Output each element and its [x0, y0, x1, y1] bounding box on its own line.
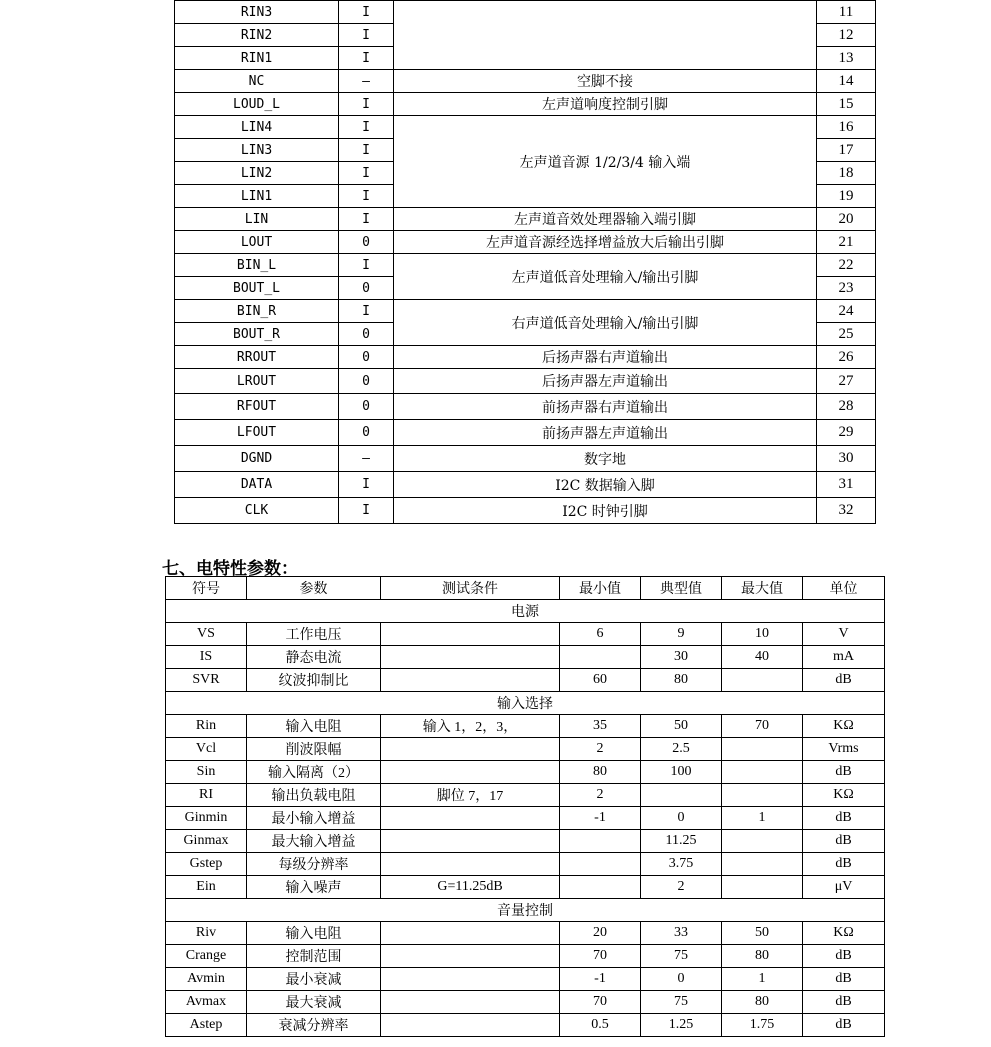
- parameter-cell: 输出负载电阻: [247, 784, 381, 807]
- symbol-cell: RI: [166, 784, 247, 807]
- symbol-cell: Astep: [166, 1014, 247, 1037]
- min-cell: [560, 876, 641, 899]
- pin-number: 29: [817, 420, 876, 446]
- pin-io: –: [339, 70, 394, 93]
- electrical-table-body: [166, 577, 885, 1037]
- typ-cell: 80: [641, 669, 722, 692]
- parameter-cell: 输入隔离（2）: [247, 761, 381, 784]
- table-row: [166, 784, 885, 807]
- condition-cell: [381, 761, 560, 784]
- condition-cell: [381, 830, 560, 853]
- pin-io: I: [339, 472, 394, 498]
- typ-cell: 33: [641, 922, 722, 945]
- typ-cell: 2: [641, 876, 722, 899]
- typ-cell: 100: [641, 761, 722, 784]
- pin-description: 数字地: [394, 446, 817, 472]
- pin-description: I2C 数据输入脚: [394, 472, 817, 498]
- max-cell: [722, 738, 803, 761]
- min-cell: 35: [560, 715, 641, 738]
- min-cell: 20: [560, 922, 641, 945]
- min-cell: [560, 830, 641, 853]
- condition-cell: [381, 945, 560, 968]
- parameter-cell: 衰减分辨率: [247, 1014, 381, 1037]
- table-row: [175, 1, 876, 24]
- max-cell: 50: [722, 922, 803, 945]
- symbol-cell: Rin: [166, 715, 247, 738]
- pin-name: LIN4: [175, 116, 339, 139]
- pin-name: LOUD_L: [175, 93, 339, 116]
- pin-number: 20: [817, 208, 876, 231]
- pin-name: BOUT_L: [175, 277, 339, 300]
- max-cell: 1: [722, 968, 803, 991]
- min-cell: -1: [560, 807, 641, 830]
- symbol-cell: Avmin: [166, 968, 247, 991]
- typ-cell: [641, 784, 722, 807]
- pin-io: 0: [339, 231, 394, 254]
- pin-name: LIN: [175, 208, 339, 231]
- min-cell: 60: [560, 669, 641, 692]
- pin-number: 32: [817, 498, 876, 524]
- pin-number: 22: [817, 254, 876, 277]
- column-header: 最大值: [722, 577, 803, 600]
- condition-cell: 输入 1，2，3，: [381, 715, 560, 738]
- pin-number: 23: [817, 277, 876, 300]
- table-row: [175, 472, 876, 498]
- condition-cell: G=11.25dB: [381, 876, 560, 899]
- symbol-cell: Ginmax: [166, 830, 247, 853]
- group-title-row: [166, 600, 885, 623]
- unit-cell: μV: [803, 876, 885, 899]
- group-title-row: [166, 899, 885, 922]
- max-cell: [722, 830, 803, 853]
- unit-cell: V: [803, 623, 885, 646]
- pin-name: DATA: [175, 472, 339, 498]
- typ-cell: 0: [641, 968, 722, 991]
- max-cell: [722, 853, 803, 876]
- typ-cell: 9: [641, 623, 722, 646]
- group-title: 音量控制: [166, 899, 885, 922]
- unit-cell: dB: [803, 968, 885, 991]
- pin-name: BIN_L: [175, 254, 339, 277]
- min-cell: -1: [560, 968, 641, 991]
- symbol-cell: VS: [166, 623, 247, 646]
- parameter-cell: 静态电流: [247, 646, 381, 669]
- unit-cell: KΩ: [803, 784, 885, 807]
- electrical-characteristics-table: [165, 576, 885, 1037]
- pin-io: 0: [339, 369, 394, 394]
- table-row: [175, 498, 876, 524]
- min-cell: [560, 646, 641, 669]
- pin-name: NC: [175, 70, 339, 93]
- typ-cell: 11.25: [641, 830, 722, 853]
- max-cell: [722, 784, 803, 807]
- condition-cell: [381, 922, 560, 945]
- column-header: 单位: [803, 577, 885, 600]
- pin-io: I: [339, 116, 394, 139]
- max-cell: 1.75: [722, 1014, 803, 1037]
- unit-cell: Vrms: [803, 738, 885, 761]
- parameter-cell: 每级分辨率: [247, 853, 381, 876]
- pin-number: 18: [817, 162, 876, 185]
- table-row: [175, 394, 876, 420]
- column-header: 典型值: [641, 577, 722, 600]
- table-row: [166, 738, 885, 761]
- table-row: [166, 1014, 885, 1037]
- column-header: 测试条件: [381, 577, 560, 600]
- condition-cell: [381, 669, 560, 692]
- typ-cell: 75: [641, 991, 722, 1014]
- column-header: 符号: [166, 577, 247, 600]
- symbol-cell: IS: [166, 646, 247, 669]
- pin-description: 前扬声器右声道输出: [394, 394, 817, 420]
- symbol-cell: Sin: [166, 761, 247, 784]
- min-cell: 6: [560, 623, 641, 646]
- table-row: [175, 70, 876, 93]
- table-row: [175, 93, 876, 116]
- parameter-cell: 最大衰减: [247, 991, 381, 1014]
- table-header-row: [166, 577, 885, 600]
- pin-name: LOUT: [175, 231, 339, 254]
- group-title-row: [166, 692, 885, 715]
- unit-cell: dB: [803, 669, 885, 692]
- parameter-cell: 控制范围: [247, 945, 381, 968]
- unit-cell: mA: [803, 646, 885, 669]
- pin-name: RROUT: [175, 346, 339, 369]
- pin-io: –: [339, 446, 394, 472]
- parameter-cell: 最小输入增益: [247, 807, 381, 830]
- table-row: [175, 369, 876, 394]
- table-row: [166, 922, 885, 945]
- pin-name: LIN3: [175, 139, 339, 162]
- pin-name: RIN1: [175, 47, 339, 70]
- min-cell: 70: [560, 991, 641, 1014]
- pin-name: LIN2: [175, 162, 339, 185]
- table-row: [166, 669, 885, 692]
- pin-description: 右声道低音处理输入/输出引脚: [394, 300, 817, 346]
- pin-number: 24: [817, 300, 876, 323]
- pin-io: 0: [339, 323, 394, 346]
- pin-number: 17: [817, 139, 876, 162]
- pin-number: 14: [817, 70, 876, 93]
- pin-io: I: [339, 139, 394, 162]
- pin-number: 25: [817, 323, 876, 346]
- parameter-cell: 最小衰减: [247, 968, 381, 991]
- min-cell: 70: [560, 945, 641, 968]
- pin-number: 27: [817, 369, 876, 394]
- column-header: 参数: [247, 577, 381, 600]
- pin-name: BOUT_R: [175, 323, 339, 346]
- condition-cell: [381, 646, 560, 669]
- parameter-cell: 削波限幅: [247, 738, 381, 761]
- symbol-cell: Avmax: [166, 991, 247, 1014]
- table-row: [166, 761, 885, 784]
- typ-cell: 30: [641, 646, 722, 669]
- pin-description: 后扬声器左声道输出: [394, 369, 817, 394]
- max-cell: 80: [722, 945, 803, 968]
- table-row: [166, 807, 885, 830]
- typ-cell: 3.75: [641, 853, 722, 876]
- table-row: [175, 208, 876, 231]
- parameter-cell: 输入电阻: [247, 715, 381, 738]
- pin-io: I: [339, 93, 394, 116]
- pin-name: LIN1: [175, 185, 339, 208]
- max-cell: 80: [722, 991, 803, 1014]
- table-row: [166, 991, 885, 1014]
- pin-name: CLK: [175, 498, 339, 524]
- table-row: [166, 646, 885, 669]
- unit-cell: dB: [803, 761, 885, 784]
- typ-cell: 0: [641, 807, 722, 830]
- typ-cell: 75: [641, 945, 722, 968]
- max-cell: [722, 876, 803, 899]
- pin-description: 左声道音源经选择增益放大后输出引脚: [394, 231, 817, 254]
- condition-cell: 脚位 7，17: [381, 784, 560, 807]
- table-row: [175, 254, 876, 277]
- symbol-cell: SVR: [166, 669, 247, 692]
- pin-number: 30: [817, 446, 876, 472]
- pin-io: 0: [339, 277, 394, 300]
- pin-io: I: [339, 185, 394, 208]
- typ-cell: 50: [641, 715, 722, 738]
- condition-cell: [381, 853, 560, 876]
- pin-io: 0: [339, 420, 394, 446]
- condition-cell: [381, 738, 560, 761]
- condition-cell: [381, 991, 560, 1014]
- unit-cell: dB: [803, 1014, 885, 1037]
- parameter-cell: 工作电压: [247, 623, 381, 646]
- symbol-cell: Riv: [166, 922, 247, 945]
- pin-name: RIN3: [175, 1, 339, 24]
- group-title: 电源: [166, 600, 885, 623]
- group-title: 输入选择: [166, 692, 885, 715]
- unit-cell: dB: [803, 807, 885, 830]
- max-cell: 1: [722, 807, 803, 830]
- pin-name: RFOUT: [175, 394, 339, 420]
- pin-description: 后扬声器右声道输出: [394, 346, 817, 369]
- unit-cell: dB: [803, 830, 885, 853]
- pin-table: [174, 0, 876, 524]
- table-row: [166, 853, 885, 876]
- pin-name: BIN_R: [175, 300, 339, 323]
- table-row: [166, 876, 885, 899]
- pin-name: LROUT: [175, 369, 339, 394]
- pin-description: 左声道低音处理输入/输出引脚: [394, 254, 817, 300]
- unit-cell: dB: [803, 945, 885, 968]
- parameter-cell: 输入噪声: [247, 876, 381, 899]
- pin-description: [394, 1, 817, 70]
- table-row: [166, 715, 885, 738]
- pin-name: DGND: [175, 446, 339, 472]
- condition-cell: [381, 968, 560, 991]
- min-cell: [560, 853, 641, 876]
- table-row: [166, 968, 885, 991]
- pin-io: I: [339, 1, 394, 24]
- pin-number: 16: [817, 116, 876, 139]
- pin-number: 31: [817, 472, 876, 498]
- table-row: [175, 300, 876, 323]
- max-cell: [722, 761, 803, 784]
- max-cell: 10: [722, 623, 803, 646]
- pin-number: 21: [817, 231, 876, 254]
- table-row: [166, 623, 885, 646]
- unit-cell: dB: [803, 853, 885, 876]
- typ-cell: 1.25: [641, 1014, 722, 1037]
- min-cell: 80: [560, 761, 641, 784]
- pin-io: I: [339, 208, 394, 231]
- max-cell: 70: [722, 715, 803, 738]
- pin-io: I: [339, 24, 394, 47]
- max-cell: 40: [722, 646, 803, 669]
- column-header: 最小值: [560, 577, 641, 600]
- pin-name: RIN2: [175, 24, 339, 47]
- table-row: [175, 346, 876, 369]
- pin-name: LFOUT: [175, 420, 339, 446]
- table-row: [175, 116, 876, 139]
- pin-description: 空脚不接: [394, 70, 817, 93]
- parameter-cell: 最大输入增益: [247, 830, 381, 853]
- unit-cell: dB: [803, 991, 885, 1014]
- symbol-cell: Ein: [166, 876, 247, 899]
- typ-cell: 2.5: [641, 738, 722, 761]
- table-row: [166, 945, 885, 968]
- parameter-cell: 纹波抑制比: [247, 669, 381, 692]
- unit-cell: KΩ: [803, 922, 885, 945]
- condition-cell: [381, 1014, 560, 1037]
- min-cell: 2: [560, 784, 641, 807]
- table-row: [166, 830, 885, 853]
- condition-cell: [381, 807, 560, 830]
- pin-io: I: [339, 300, 394, 323]
- min-cell: 2: [560, 738, 641, 761]
- symbol-cell: Gstep: [166, 853, 247, 876]
- table-row: [175, 231, 876, 254]
- pin-io: I: [339, 254, 394, 277]
- symbol-cell: Vcl: [166, 738, 247, 761]
- symbol-cell: Crange: [166, 945, 247, 968]
- condition-cell: [381, 623, 560, 646]
- pin-io: I: [339, 162, 394, 185]
- pin-io: 0: [339, 394, 394, 420]
- pin-description: 前扬声器左声道输出: [394, 420, 817, 446]
- parameter-cell: 输入电阻: [247, 922, 381, 945]
- pin-number: 19: [817, 185, 876, 208]
- pin-io: I: [339, 47, 394, 70]
- pin-description: I2C 时钟引脚: [394, 498, 817, 524]
- pin-io: 0: [339, 346, 394, 369]
- pin-number: 13: [817, 47, 876, 70]
- max-cell: [722, 669, 803, 692]
- pin-number: 12: [817, 24, 876, 47]
- pin-description: 左声道音效处理器输入端引脚: [394, 208, 817, 231]
- symbol-cell: Ginmin: [166, 807, 247, 830]
- pin-number: 28: [817, 394, 876, 420]
- pin-number: 15: [817, 93, 876, 116]
- unit-cell: KΩ: [803, 715, 885, 738]
- pin-description: 左声道响度控制引脚: [394, 93, 817, 116]
- pin-io: I: [339, 498, 394, 524]
- table-row: [175, 420, 876, 446]
- pin-description: 左声道音源 1/2/3/4 输入端: [394, 116, 817, 208]
- section-heading: 七、电特性参数：: [162, 559, 298, 579]
- min-cell: 0.5: [560, 1014, 641, 1037]
- pin-number: 26: [817, 346, 876, 369]
- table-row: [175, 446, 876, 472]
- pin-number: 11: [817, 1, 876, 24]
